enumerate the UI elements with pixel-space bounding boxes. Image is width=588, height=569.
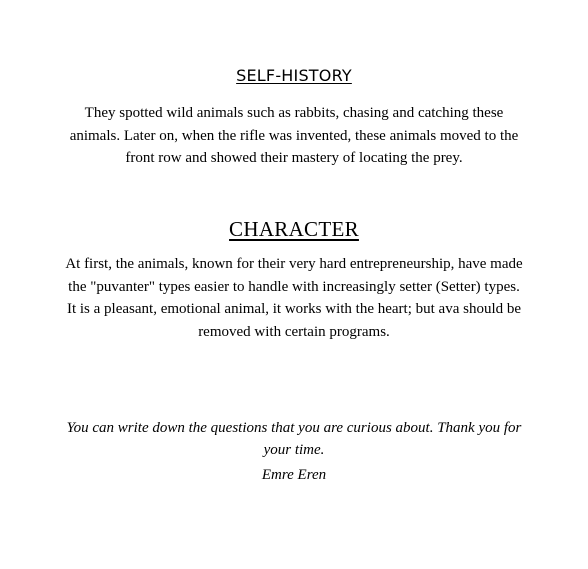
character-paragraph: At first, the animals, known for their very hard entrepreneurship, have made the "puvanter" types easier to handle with increasingly setter (Setter) types. It is a pleasant, emotional animal, it works with the heart; but ava should be removed with certain programs.	[65, 256, 523, 340]
character-heading: CHARACTER	[229, 217, 359, 241]
self-history-paragraph: They spotted wild animals such as rabbits, chasing and catching these animals. Later on, when the rifle was invented, these animals moved to the front row and showed their mastery of locating the prey.	[69, 105, 519, 166]
author-name: Emre Eren	[261, 467, 327, 483]
closing-note: You can write down the questions that you are curious about. Thank you for your time.	[66, 420, 522, 458]
self-history-heading: SELF-HISTORY	[236, 66, 352, 85]
